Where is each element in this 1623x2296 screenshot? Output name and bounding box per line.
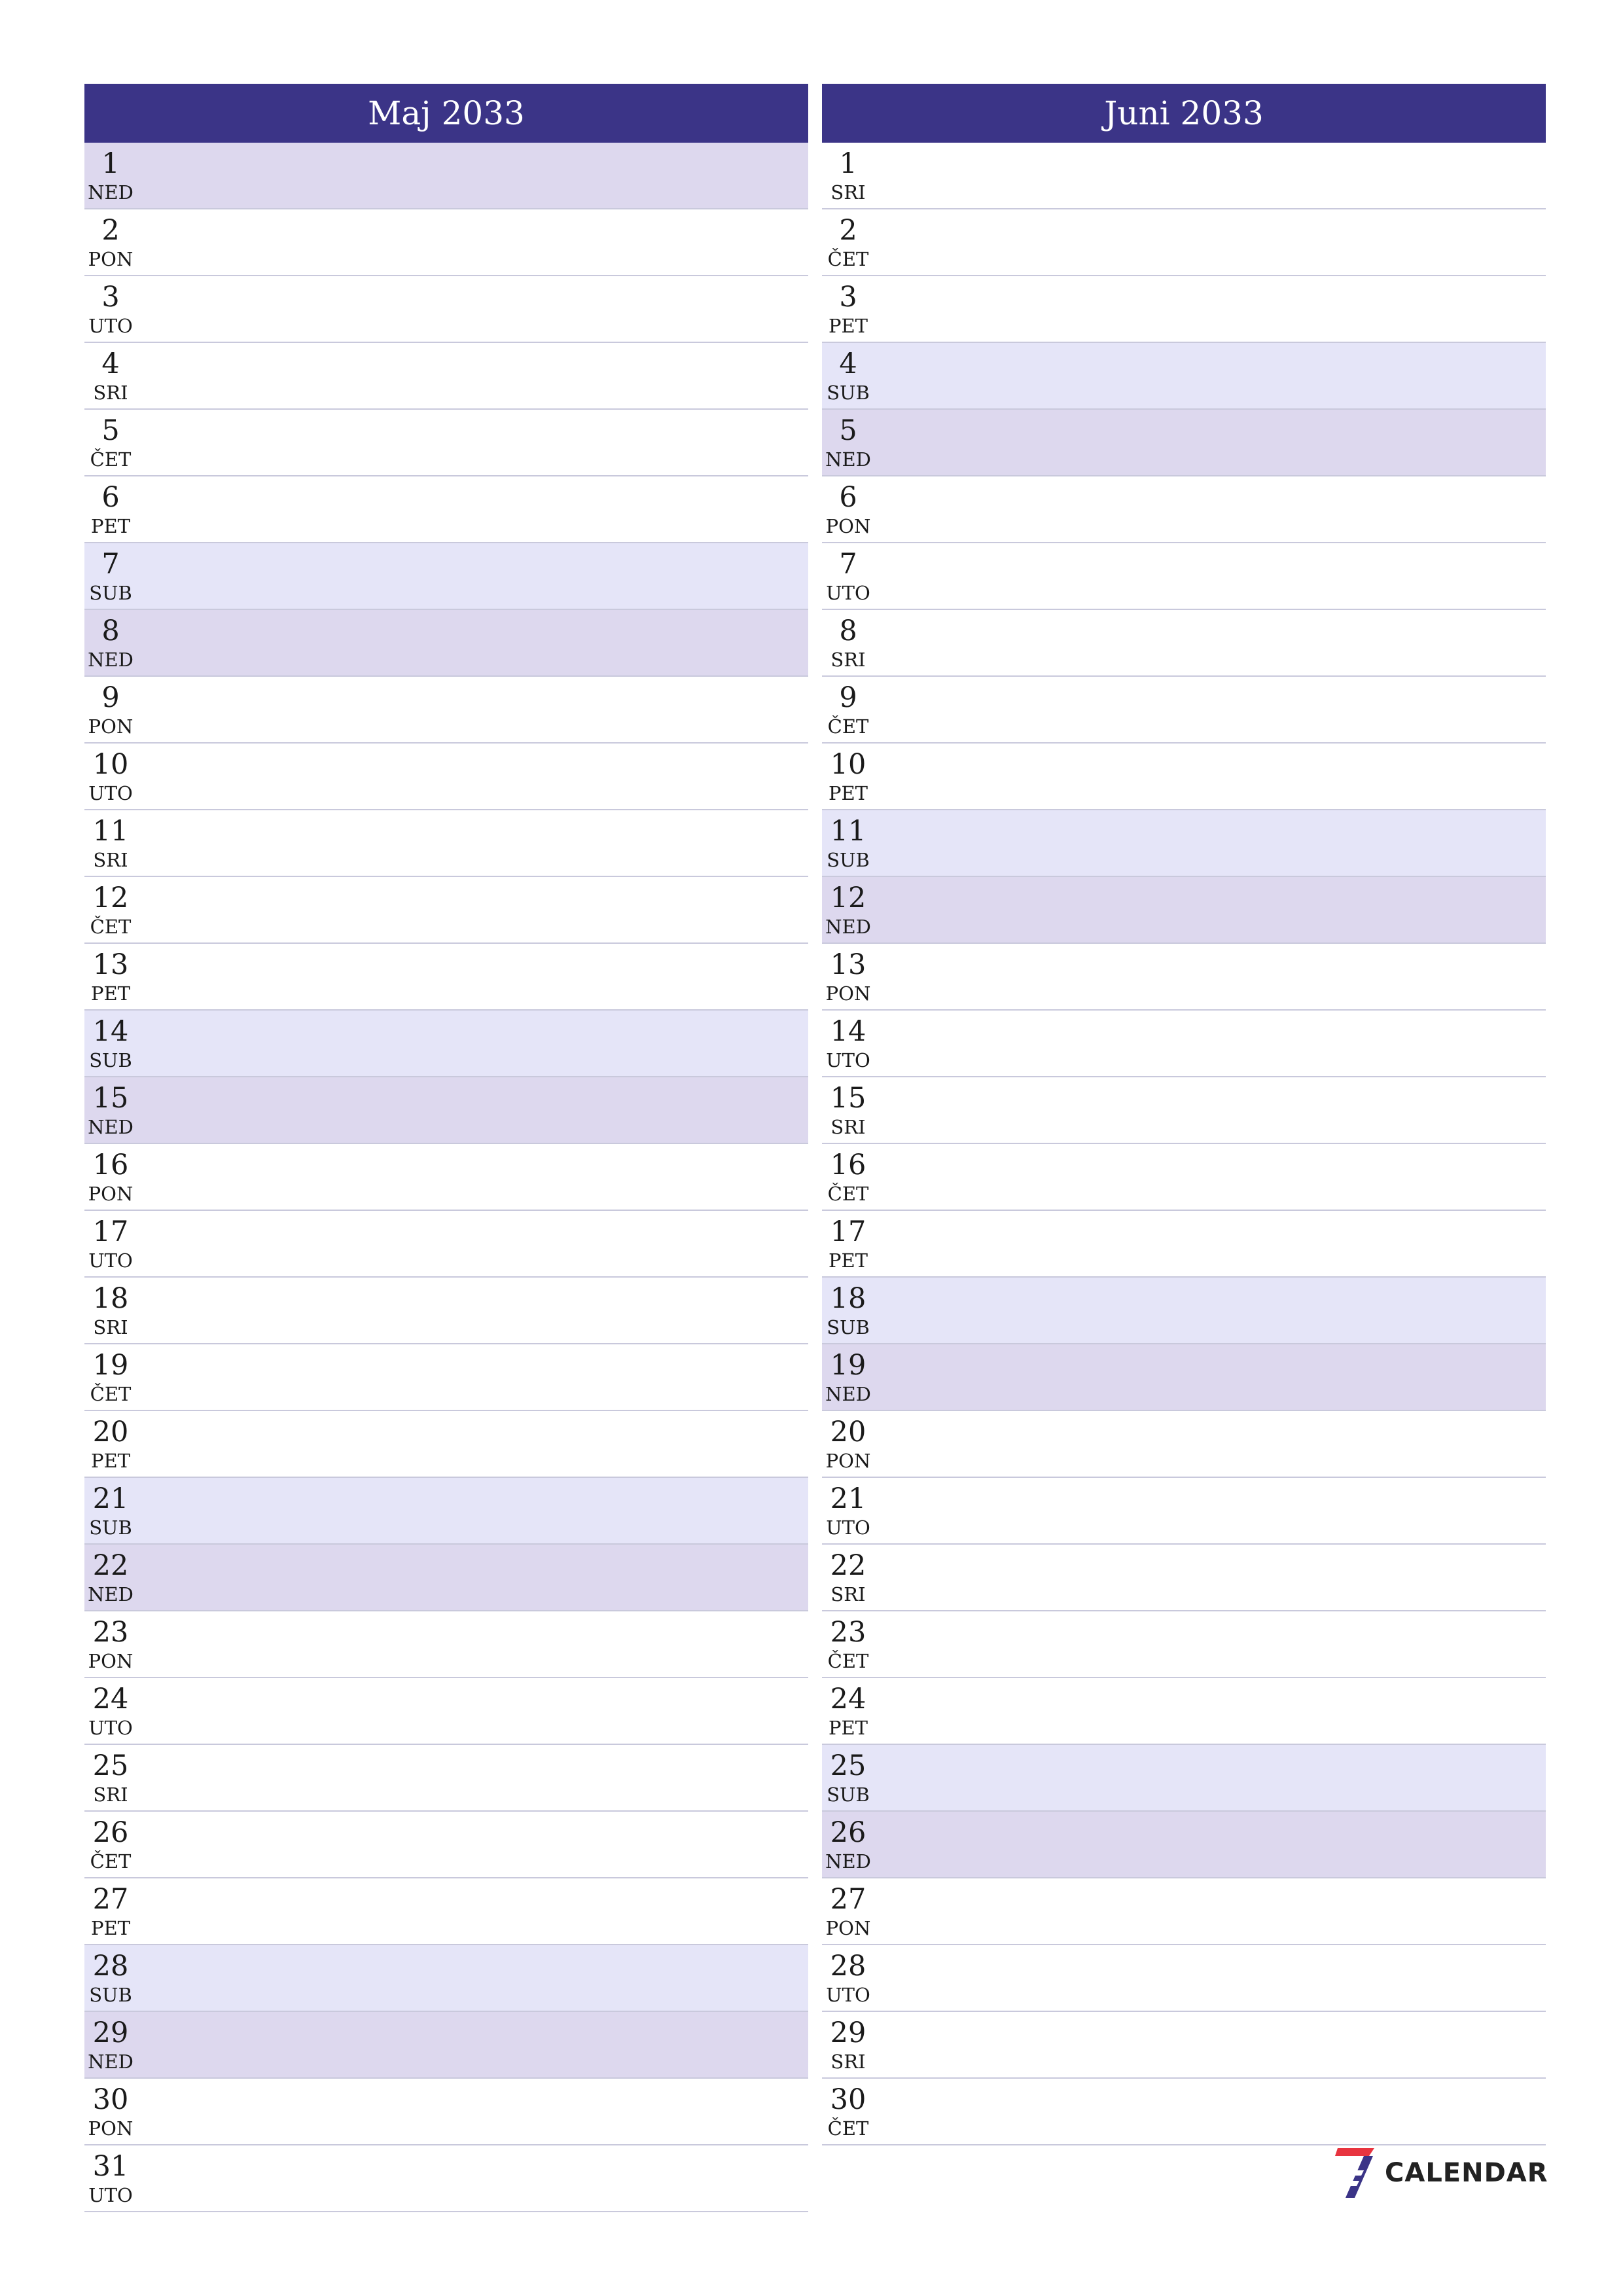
day-number: 19 [830, 1349, 866, 1382]
day-name: PON [88, 715, 134, 738]
day-row[interactable] [822, 1678, 1546, 1745]
day-name: SUB [827, 382, 870, 404]
day-name: PET [90, 1450, 131, 1472]
day-row[interactable] [84, 1812, 808, 1878]
day-name: SRI [830, 649, 866, 671]
day-number: 22 [830, 1549, 866, 1582]
day-number: 13 [830, 948, 866, 981]
day-number: 18 [830, 1282, 866, 1315]
day-number: 18 [92, 1282, 129, 1315]
day-name: NED [88, 1116, 134, 1138]
day-row[interactable] [822, 1878, 1546, 1945]
day-number: 8 [101, 615, 120, 647]
day-list [84, 143, 808, 2212]
day-row[interactable] [822, 209, 1546, 276]
day-number: 29 [830, 2017, 866, 2049]
day-name: NED [825, 448, 871, 471]
day-name: ČET [90, 448, 132, 471]
day-name: PON [825, 982, 871, 1005]
day-row[interactable] [84, 276, 808, 343]
day-name: ČET [827, 248, 869, 270]
day-name: SUB [89, 1049, 132, 1071]
day-number: 4 [101, 348, 120, 380]
day-number: 12 [830, 882, 866, 914]
day-row[interactable] [84, 810, 808, 877]
day-name: SRI [830, 1116, 866, 1138]
day-number: 22 [92, 1549, 129, 1582]
day-name: SUB [827, 849, 870, 871]
day-number: 24 [92, 1683, 129, 1715]
day-row[interactable] [822, 610, 1546, 677]
day-row[interactable] [84, 1344, 808, 1411]
day-number: 4 [839, 348, 857, 380]
day-row[interactable] [84, 209, 808, 276]
day-number: 7 [101, 548, 120, 581]
day-number: 25 [92, 1749, 129, 1782]
day-number: 11 [92, 815, 129, 848]
day-row[interactable] [822, 1478, 1546, 1545]
day-number: 15 [830, 1082, 866, 1115]
day-name: NED [825, 1850, 871, 1873]
day-row[interactable] [822, 543, 1546, 610]
day-row[interactable] [822, 944, 1546, 1011]
day-row[interactable] [84, 677, 808, 744]
day-row[interactable] [822, 1077, 1546, 1144]
day-row[interactable] [84, 1478, 808, 1545]
day-name: UTO [88, 315, 133, 337]
day-name: PET [90, 982, 131, 1005]
month-may [84, 84, 808, 2212]
day-number: 29 [92, 2017, 129, 2049]
day-name: PON [825, 1917, 871, 1939]
day-name: PET [828, 1717, 868, 1739]
day-row[interactable] [822, 1611, 1546, 1678]
calendar-logo[interactable] [1335, 2147, 1548, 2199]
day-row[interactable] [84, 543, 808, 610]
day-name: SRI [830, 2051, 866, 2073]
day-name: PET [90, 515, 131, 537]
day-number: 31 [92, 2150, 129, 2183]
day-name: NED [88, 1583, 134, 1605]
day-name: PON [88, 1183, 134, 1205]
day-name: SRI [93, 382, 128, 404]
month-june [822, 84, 1546, 2145]
day-row[interactable] [822, 1011, 1546, 1077]
day-number: 20 [830, 1416, 866, 1448]
day-number: 25 [830, 1749, 866, 1782]
day-name: UTO [88, 1717, 133, 1739]
day-name: ČET [827, 715, 869, 738]
day-row[interactable] [84, 1144, 808, 1211]
day-number: 24 [830, 1683, 866, 1715]
day-row[interactable] [84, 410, 808, 476]
day-name: SUB [89, 582, 132, 604]
day-number: 1 [101, 147, 120, 180]
day-name: SUB [827, 1784, 870, 1806]
day-name: SUB [89, 1516, 132, 1539]
day-number: 30 [92, 2083, 129, 2116]
day-row[interactable] [84, 1278, 808, 1344]
day-number: 8 [839, 615, 857, 647]
day-name: PET [90, 1917, 131, 1939]
day-row[interactable] [84, 2012, 808, 2079]
day-number: 2 [839, 214, 857, 247]
day-number: 20 [92, 1416, 129, 1448]
day-number: 13 [92, 948, 129, 981]
day-number: 26 [830, 1816, 866, 1849]
day-name: UTO [88, 1249, 133, 1272]
day-row[interactable] [84, 1411, 808, 1478]
day-row[interactable] [84, 944, 808, 1011]
day-name: UTO [826, 582, 870, 604]
day-row[interactable] [84, 744, 808, 810]
day-number: 9 [839, 681, 857, 714]
day-number: 16 [830, 1149, 866, 1181]
day-row[interactable] [84, 143, 808, 209]
day-row[interactable] [822, 877, 1546, 944]
day-number: 10 [92, 748, 129, 781]
seven-logo-icon [1335, 2147, 1377, 2199]
day-row[interactable] [822, 276, 1546, 343]
day-row[interactable] [822, 744, 1546, 810]
day-number: 16 [92, 1149, 129, 1181]
day-row[interactable] [822, 2079, 1546, 2145]
logo-text: CALENDAR [1385, 2158, 1548, 2188]
day-number: 19 [92, 1349, 129, 1382]
day-number: 21 [92, 1482, 129, 1515]
day-number: 7 [839, 548, 857, 581]
day-number: 17 [92, 1215, 129, 1248]
day-row[interactable] [822, 1278, 1546, 1344]
day-number: 17 [830, 1215, 866, 1248]
day-row[interactable] [84, 1011, 808, 1077]
day-number: 12 [92, 882, 129, 914]
day-row[interactable] [822, 1344, 1546, 1411]
day-number: 6 [101, 481, 120, 514]
day-row[interactable] [822, 1545, 1546, 1611]
day-name: SRI [93, 849, 128, 871]
day-row[interactable] [822, 677, 1546, 744]
day-name: PON [88, 248, 134, 270]
day-name: PON [88, 2117, 134, 2140]
day-row[interactable] [822, 1411, 1546, 1478]
day-name: NED [88, 649, 134, 671]
day-name: UTO [826, 1049, 870, 1071]
day-name: ČET [90, 916, 132, 938]
day-row[interactable] [84, 1945, 808, 2012]
day-row[interactable] [84, 1878, 808, 1945]
day-number: 27 [92, 1883, 129, 1916]
day-row[interactable] [84, 610, 808, 677]
day-row[interactable] [822, 476, 1546, 543]
day-row[interactable] [84, 476, 808, 543]
day-name: UTO [88, 2184, 133, 2206]
day-number: 5 [839, 414, 857, 447]
day-row[interactable] [84, 1077, 808, 1144]
day-number: 14 [92, 1015, 129, 1048]
day-name: ČET [827, 1183, 869, 1205]
day-name: PON [825, 1450, 871, 1472]
day-list [822, 143, 1546, 2145]
day-number: 28 [830, 1950, 866, 1982]
day-name: NED [825, 1383, 871, 1405]
day-number: 5 [101, 414, 120, 447]
day-number: 10 [830, 748, 866, 781]
day-name: PET [828, 315, 868, 337]
day-number: 3 [101, 281, 120, 314]
day-row[interactable] [84, 2145, 808, 2212]
day-number: 6 [839, 481, 857, 514]
day-number: 23 [92, 1616, 129, 1649]
day-row[interactable] [822, 143, 1546, 209]
day-name: PON [825, 515, 871, 537]
day-name: UTO [88, 782, 133, 804]
day-number: 15 [92, 1082, 129, 1115]
day-number: 11 [830, 815, 866, 848]
day-name: NED [88, 2051, 134, 2073]
day-name: SRI [830, 1583, 866, 1605]
day-row[interactable] [84, 1211, 808, 1278]
day-row[interactable] [84, 1611, 808, 1678]
day-number: 9 [101, 681, 120, 714]
day-name: UTO [826, 1984, 870, 2006]
day-row[interactable] [822, 2012, 1546, 2079]
day-row[interactable] [822, 810, 1546, 877]
day-name: SRI [830, 181, 866, 204]
day-row[interactable] [822, 343, 1546, 410]
day-name: SUB [89, 1984, 132, 2006]
day-row[interactable] [822, 1144, 1546, 1211]
day-name: PET [828, 782, 868, 804]
day-row[interactable] [822, 1812, 1546, 1878]
day-number: 23 [830, 1616, 866, 1649]
day-row[interactable] [84, 877, 808, 944]
day-number: 26 [92, 1816, 129, 1849]
day-row[interactable] [84, 1678, 808, 1745]
day-name: ČET [90, 1850, 132, 1873]
day-row[interactable] [822, 1945, 1546, 2012]
day-name: ČET [827, 2117, 869, 2140]
day-name: ČET [827, 1650, 869, 1672]
day-row[interactable] [84, 343, 808, 410]
day-name: NED [88, 181, 134, 204]
day-name: NED [825, 916, 871, 938]
day-number: 14 [830, 1015, 866, 1048]
day-number: 21 [830, 1482, 866, 1515]
day-number: 2 [101, 214, 120, 247]
month-title: Juni 2033 [822, 84, 1546, 143]
month-title: Maj 2033 [84, 84, 808, 143]
day-row[interactable] [822, 1745, 1546, 1812]
day-row[interactable] [822, 1211, 1546, 1278]
day-name: ČET [90, 1383, 132, 1405]
day-number: 28 [92, 1950, 129, 1982]
day-row[interactable] [84, 1745, 808, 1812]
day-row[interactable] [822, 410, 1546, 476]
day-row[interactable] [84, 2079, 808, 2145]
day-name: SRI [93, 1784, 128, 1806]
day-number: 30 [830, 2083, 866, 2116]
day-name: UTO [826, 1516, 870, 1539]
day-name: PET [828, 1249, 868, 1272]
day-name: SRI [93, 1316, 128, 1338]
day-number: 1 [839, 147, 857, 180]
day-number: 27 [830, 1883, 866, 1916]
day-name: SUB [827, 1316, 870, 1338]
day-number: 3 [839, 281, 857, 314]
day-row[interactable] [84, 1545, 808, 1611]
day-name: PON [88, 1650, 134, 1672]
